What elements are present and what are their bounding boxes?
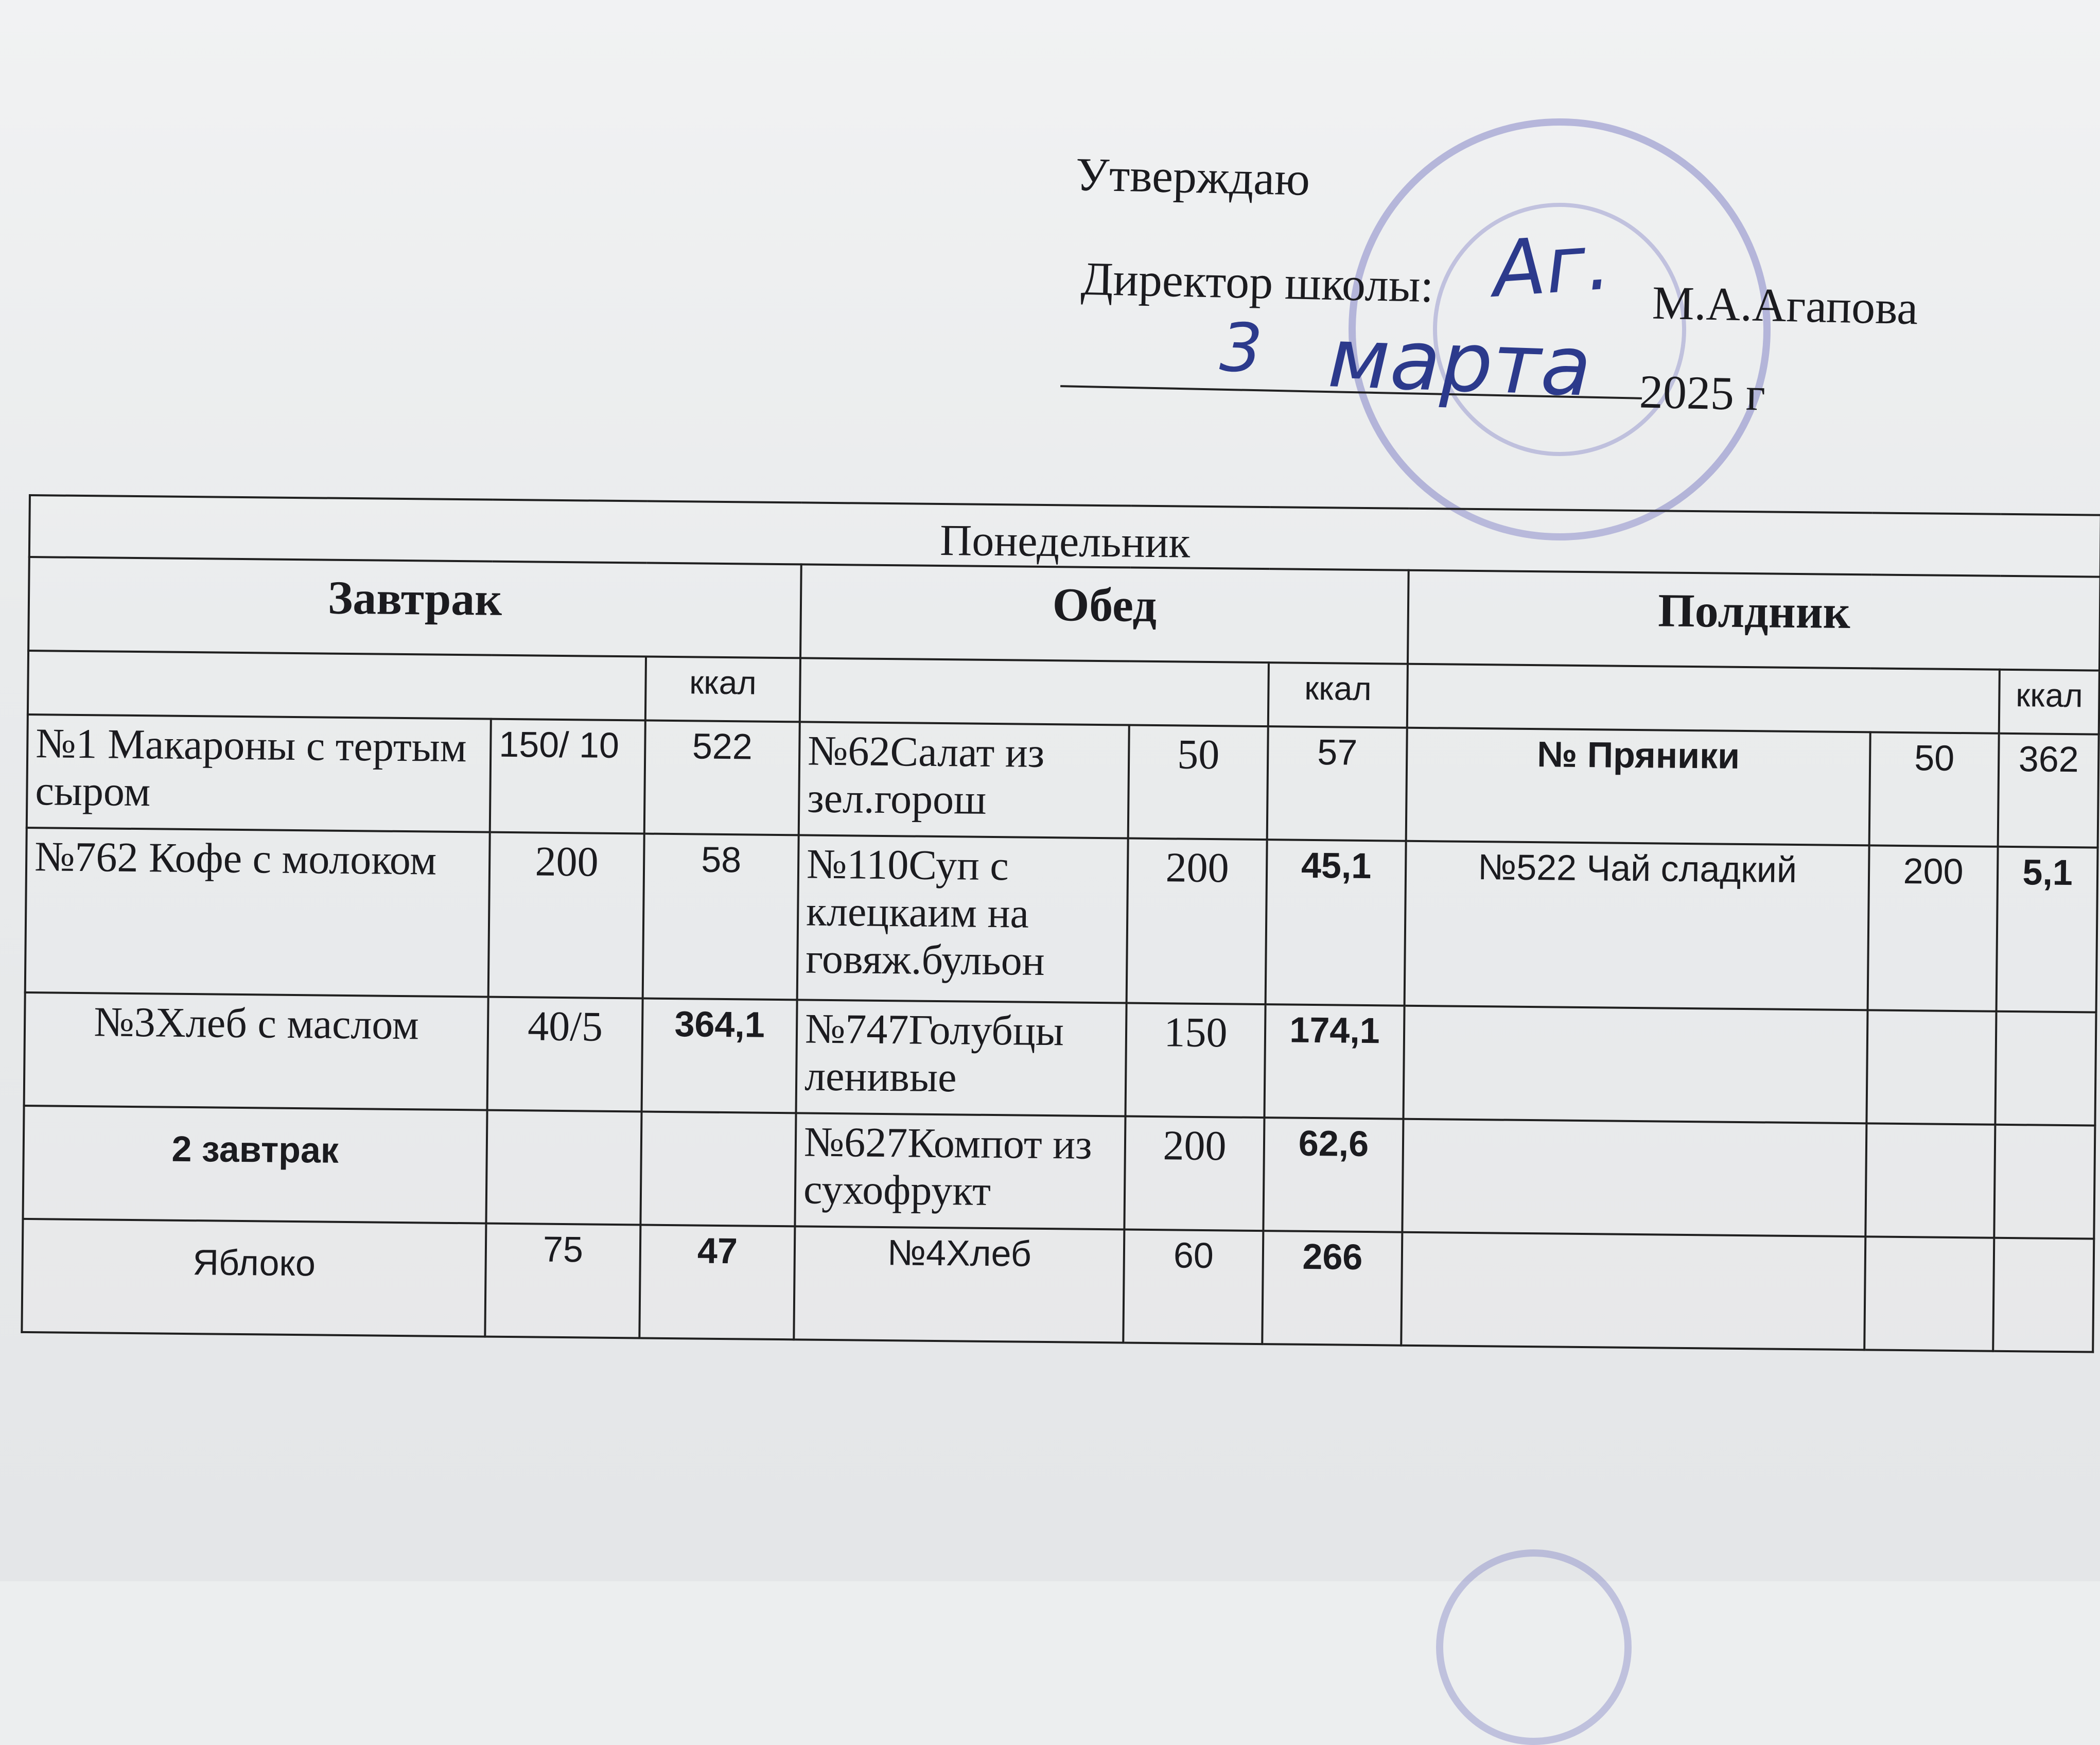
unit-blank (800, 658, 1269, 727)
lunch-kcal: 174,1 (1264, 1004, 1404, 1119)
snack-weight (1866, 1010, 1996, 1125)
breakfast-kcal: 364,1 (642, 999, 797, 1113)
official-stamp-partial (1436, 1549, 1632, 1745)
snack-kcal (1994, 1125, 2095, 1239)
snack-kcal: 362 (1998, 734, 2099, 848)
breakfast-kcal: 58 (643, 834, 799, 1000)
breakfast-kcal: 47 (639, 1225, 795, 1340)
director-label: Директор школы: (1080, 252, 1434, 312)
lunch-kcal-header: ккал (1268, 662, 1408, 728)
menu-table (21, 494, 2100, 1353)
lunch-kcal: 266 (1262, 1231, 1402, 1346)
snack-dish: №522 Чай сладкий (1405, 841, 1869, 1010)
lunch-header: Обед (800, 565, 1409, 664)
lunch-kcal: 45,1 (1266, 840, 1406, 1006)
breakfast-kcal (640, 1112, 796, 1227)
snack-kcal-header: ккал (1999, 670, 2099, 735)
unit-blank (28, 651, 646, 721)
lunch-dish: №62Салат из зел.горош (799, 722, 1129, 839)
lunch-dish: №747Голубцы ленивые (796, 1000, 1127, 1116)
snack-kcal (1995, 1011, 2096, 1126)
lunch-dish: №4Хлеб (794, 1227, 1124, 1343)
table-row (22, 1219, 2094, 1352)
lunch-dish: №110Суп с клецкаим на говяж.бульон (797, 835, 1128, 1003)
lunch-kcal: 62,6 (1263, 1118, 1403, 1232)
handwritten-month: марта (1326, 309, 1593, 415)
breakfast-dish: №1 Макароны с тертым сыром (27, 714, 491, 832)
unit-blank (1407, 664, 2000, 734)
breakfast-weight (486, 1110, 641, 1225)
approval-year: 2025 г (1638, 365, 1766, 421)
table-row (25, 828, 2098, 1013)
breakfast-dish: №762 Кофе с молоком (25, 828, 490, 997)
approval-title: Утверждаю (1075, 148, 1311, 205)
snack-weight (1865, 1124, 1995, 1238)
breakfast-kcal: 522 (644, 721, 800, 835)
breakfast-weight: 75 (485, 1224, 640, 1338)
breakfast-dish: Яблоко (22, 1219, 486, 1337)
director-signature: Аг. (1490, 217, 1614, 315)
breakfast-weight: 150/ 10 (490, 719, 645, 834)
snack-kcal: 5,1 (1997, 847, 2098, 1013)
director-name: М.А.Агапова (1651, 276, 1919, 335)
lunch-weight: 200 (1124, 1116, 1264, 1231)
table-row (24, 992, 2096, 1126)
breakfast-weight: 200 (488, 832, 644, 999)
lunch-weight: 60 (1123, 1230, 1263, 1345)
lunch-weight: 150 (1125, 1003, 1265, 1118)
lunch-weight: 50 (1128, 725, 1268, 840)
snack-weight: 200 (1868, 846, 1998, 1011)
breakfast-dish: №3Хлеб с маслом (24, 992, 488, 1110)
snack-weight (1864, 1237, 1994, 1351)
snack-dish (1403, 1006, 1867, 1124)
table-row (23, 1106, 2095, 1239)
table-row (27, 714, 2099, 848)
breakfast-weight: 40/5 (487, 997, 643, 1112)
lunch-weight: 200 (1127, 839, 1267, 1005)
snack-header: Полдник (1408, 570, 2100, 671)
breakfast-kcal-header: ккал (645, 657, 800, 722)
day-header: Понедельник (29, 495, 2100, 577)
handwritten-day: 3 (1218, 308, 1264, 388)
snack-dish (1401, 1232, 1865, 1350)
lunch-dish: №627Компот из сухофрукт (795, 1113, 1125, 1230)
snack-dish (1402, 1119, 1866, 1237)
snack-dish: № Пряники (1406, 728, 1870, 846)
snack-weight: 50 (1869, 732, 1999, 847)
second-breakfast-label: 2 завтрак (23, 1106, 487, 1224)
lunch-kcal: 57 (1267, 726, 1407, 841)
snack-kcal (1993, 1238, 2094, 1352)
breakfast-header: Завтрак (28, 557, 801, 658)
